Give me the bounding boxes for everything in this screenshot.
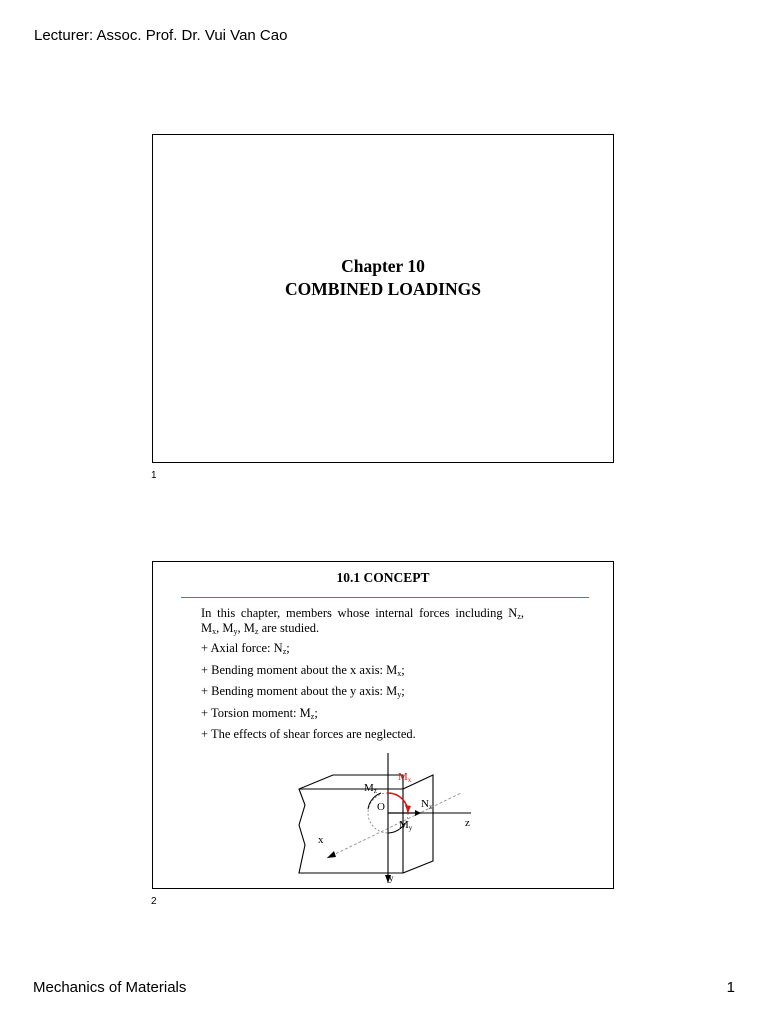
list-item: + Torsion moment: $M_z$; [201,705,318,721]
title-rule [181,597,589,598]
slide-2-body [201,606,524,749]
y-axis-label: y [389,873,394,883]
list-item: + The effects of shear forces are neglected. [201,727,416,741]
list-item: + Bending moment about the y axis: $M_y$; [201,684,405,699]
slide-2-title: 10.1 CONCEPT [336,570,430,585]
x-axis-line [327,793,461,858]
chapter-number: Chapter 10 [341,256,425,276]
slide-2 [152,561,614,889]
lecturer-header: Lecturer: Assoc. Prof. Dr. Vui Van Cao [34,27,288,44]
page-number: 1 [726,979,735,996]
slide-1-title [153,255,613,301]
origin-label: O [377,801,385,813]
list-item: + Axial force: $N_z$; [201,641,290,656]
slide-1-number: 1 [151,470,157,481]
chapter-title: COMBINED LOADINGS [285,279,481,299]
mx-arc [388,793,408,813]
nz-label: Nz [421,798,433,811]
course-footer: Mechanics of Materials [33,979,187,996]
combined-loading-diagram [293,745,483,885]
my-label: My [399,819,413,832]
mx-arrowhead [405,805,411,813]
list-item: + Bending moment about the x axis: $M_x$; [201,662,405,678]
slide-1 [152,134,614,463]
slide-2-number: 2 [151,896,157,907]
x-axis-label: x [318,834,324,846]
nz-arrowhead [415,810,421,816]
mz-label: Mz [364,782,377,795]
x-arrowhead [327,851,336,858]
z-axis-label: z [465,817,470,829]
mx-label: Mx [398,771,412,784]
intro-paragraph: In this chapter, members whose internal forces including $N_z$, $M_x$, $M_y$, $M_z$ are studied. [201,606,524,636]
